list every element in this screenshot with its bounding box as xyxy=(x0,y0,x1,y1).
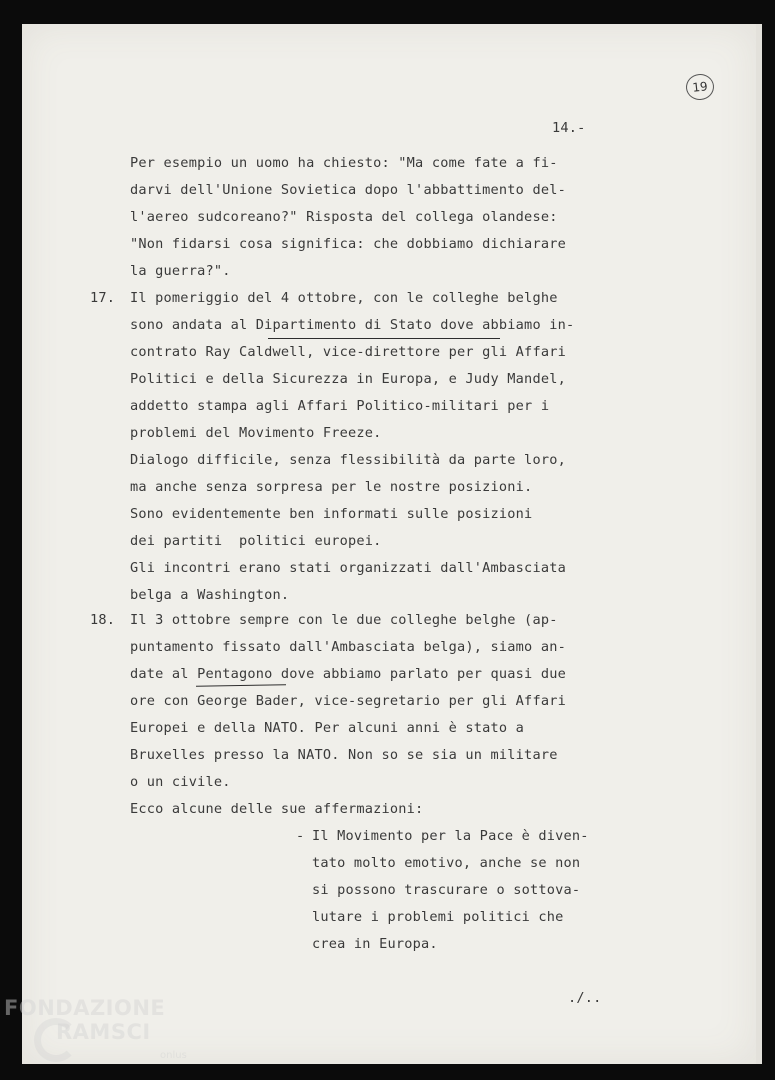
text-line: Politici e della Sicurezza in Europa, e Judy Mandel, xyxy=(130,371,566,387)
text-line: dei partiti politici europei. xyxy=(130,533,382,549)
watermark-line1: FONDAZIONE xyxy=(4,996,166,1020)
text-line: addetto stampa agli Affari Politico-militari per i xyxy=(130,398,550,414)
quote-line: Il Movimento per la Pace è diven- xyxy=(312,828,589,844)
folio-stamp: 19 xyxy=(685,73,716,102)
text-line: Per esempio un uomo ha chiesto: "Ma come fate a fi- xyxy=(130,155,558,171)
text-line: Il 3 ottobre sempre con le due colleghe belghe (ap- xyxy=(130,612,558,628)
quote-dash: - xyxy=(296,828,305,844)
watermark-onlus: onlus xyxy=(160,1050,187,1061)
text-line: puntamento fissato dall'Ambasciata belga), siamo an- xyxy=(130,639,566,655)
quote-line: lutare i problemi politici che xyxy=(312,909,564,925)
quote-line: si possono trascurare o sottova- xyxy=(312,882,581,898)
text-line: contrato Ray Caldwell, vice-direttore per gli Affari xyxy=(130,344,566,360)
text-line: Bruxelles presso la NATO. Non so se sia un militare xyxy=(130,747,558,763)
text-line: Ecco alcune delle sue affermazioni: xyxy=(130,801,424,817)
page-number: 14.- xyxy=(552,120,586,136)
text-line: la guerra?". xyxy=(130,263,231,279)
text-line: Dialogo difficile, senza flessibilità da parte loro, xyxy=(130,452,566,468)
text-line: "Non fidarsi cosa significa: che dobbiamo dichiarare xyxy=(130,236,566,252)
text-line: o un civile. xyxy=(130,774,231,790)
section-number-17: 17. xyxy=(90,290,116,306)
watermark-line2: RAMSCI xyxy=(56,1020,151,1044)
quote-line: tato molto emotivo, anche se non xyxy=(312,855,581,871)
text-line: Il pomeriggio del 4 ottobre, con le colleghe belghe xyxy=(130,290,558,306)
text-line: date al Pentagono dove abbiamo parlato per quasi due xyxy=(130,666,566,682)
continuation-mark: ./.. xyxy=(568,990,602,1006)
text-line: sono andata al Dipartimento di Stato dove abbiamo in- xyxy=(130,317,575,333)
text-line: ore con George Bader, vice-segretario per gli Affari xyxy=(130,693,566,709)
text-line: Europei e della NATO. Per alcuni anni è stato a xyxy=(130,720,525,736)
quote-line: crea in Europa. xyxy=(312,936,438,952)
text-line: ma anche senza sorpresa per le nostre posizioni. xyxy=(130,479,533,495)
text-line: l'aereo sudcoreano?" Risposta del collega olandese: xyxy=(130,209,558,225)
underline-dipartimento xyxy=(268,338,500,339)
text-line: darvi dell'Unione Sovietica dopo l'abbattimento del- xyxy=(130,182,566,198)
text-line: Gli incontri erano stati organizzati dall'Ambasciata xyxy=(130,560,566,576)
text-line: belga a Washington. xyxy=(130,587,290,603)
paper-edge xyxy=(756,24,762,1064)
section-number-18: 18. xyxy=(90,612,116,628)
text-line: Sono evidentemente ben informati sulle posizioni xyxy=(130,506,533,522)
text-line: problemi del Movimento Freeze. xyxy=(130,425,382,441)
